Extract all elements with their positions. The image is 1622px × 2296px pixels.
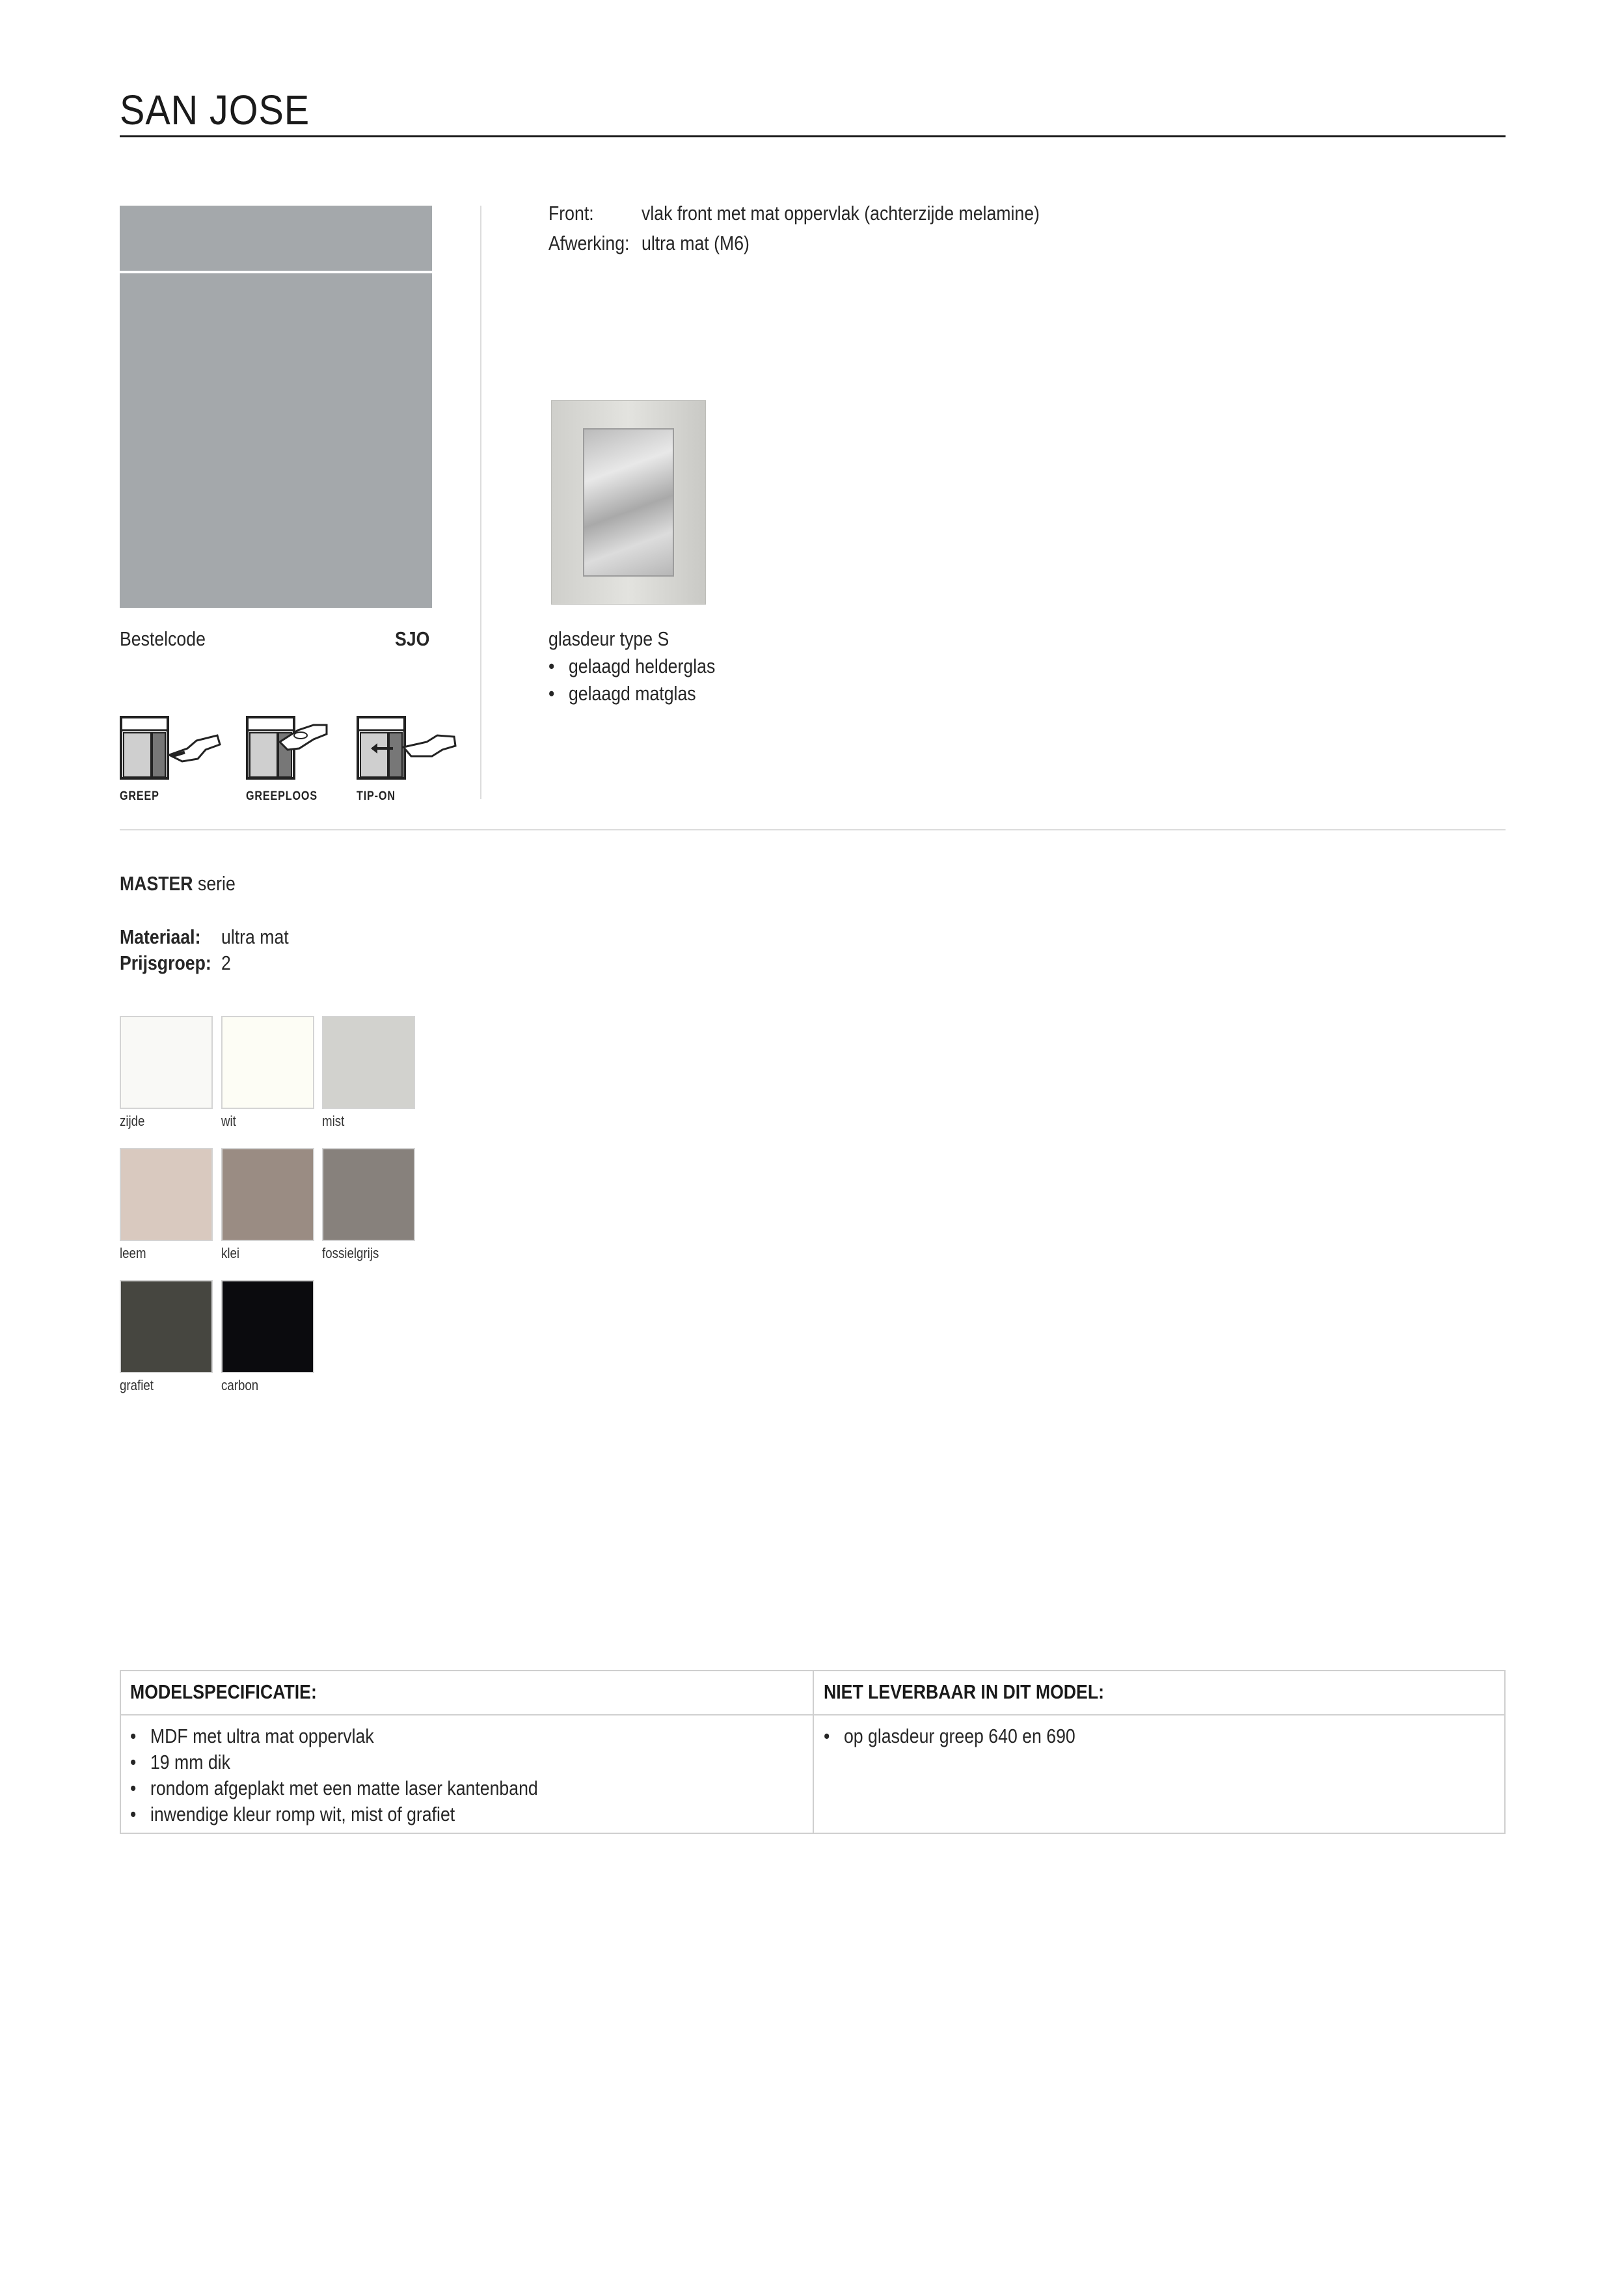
handle-option-greeploos — [246, 716, 350, 804]
color-swatch-label: fossielgrijs — [322, 1245, 379, 1261]
handle-option-label: GREEPLOOS — [246, 789, 318, 803]
color-swatch-fossielgrijs — [322, 1148, 415, 1241]
handle-grip-icon — [120, 716, 224, 781]
handle-option-tip-on — [357, 716, 461, 804]
spec-table-column-divider — [813, 1670, 814, 1834]
color-swatch-label: grafiet — [120, 1377, 154, 1393]
not-available-item-text: op glasdeur greep 640 en 690 — [843, 1725, 1075, 1747]
price-group-label: Prijsgroep: — [120, 951, 211, 974]
bullet: • — [130, 1725, 137, 1747]
spec-list-item-text: rondom afgeplakt met een matte laser kantenband — [150, 1777, 538, 1799]
tip-on-icon — [357, 716, 461, 781]
bullet: • — [130, 1803, 137, 1825]
order-code-label: Bestelcode — [120, 627, 206, 650]
color-swatch-label: leem — [120, 1245, 146, 1261]
title-divider — [120, 135, 1506, 137]
color-swatch-grafiet — [120, 1280, 213, 1373]
page-title: SAN JOSE — [120, 87, 310, 133]
spec-list-item-text: inwendige kleur romp wit, mist of grafiet — [150, 1803, 455, 1825]
spec-list-item — [130, 1751, 230, 1774]
series-suffix: serie — [197, 872, 236, 895]
front-sample-drawer — [120, 206, 432, 271]
glass-door-option-text: gelaagd helderglas — [568, 655, 716, 677]
material-label: Materiaal: — [120, 925, 201, 948]
color-swatch-label: carbon — [221, 1377, 259, 1393]
handle-option-greep — [120, 716, 224, 804]
color-swatch-label: mist — [322, 1113, 345, 1129]
bullet: • — [130, 1777, 137, 1799]
glass-door-option — [548, 682, 696, 705]
front-value: vlak front met mat oppervlak (achterzijde melamine) — [642, 202, 1040, 225]
front-label: Front: — [548, 202, 594, 225]
color-swatch-mist — [322, 1016, 415, 1109]
series-heading — [120, 872, 236, 895]
bullet: • — [824, 1725, 830, 1747]
color-swatch-label: wit — [221, 1113, 236, 1129]
glass-door-option-text: gelaagd matglas — [568, 682, 696, 705]
series-name: MASTER — [120, 872, 193, 895]
handleless-icon — [246, 716, 350, 781]
price-group-value: 2 — [221, 951, 231, 974]
finish-label: Afwerking: — [548, 232, 630, 254]
color-swatch-label: klei — [221, 1245, 240, 1261]
glass-door-image — [552, 401, 705, 604]
color-swatch-wit — [221, 1016, 314, 1109]
bullet: • — [130, 1751, 137, 1773]
spec-table-right-header: NIET LEVERBAAR IN DIT MODEL: — [824, 1680, 1105, 1703]
bullet: • — [548, 682, 555, 705]
color-swatch-klei — [221, 1148, 314, 1241]
spec-list-item-text: 19 mm dik — [150, 1751, 230, 1773]
front-sample-door — [120, 273, 432, 608]
material-value: ultra mat — [221, 925, 289, 948]
section-divider — [120, 829, 1506, 830]
handle-option-label: TIP-ON — [357, 789, 396, 803]
column-divider — [480, 206, 481, 799]
bullet: • — [548, 655, 555, 677]
spec-list-item — [130, 1725, 374, 1748]
color-swatch-leem — [120, 1148, 213, 1241]
order-code-value: SJO — [395, 627, 430, 650]
spec-list-item — [130, 1803, 455, 1826]
spec-list-item-text: MDF met ultra mat oppervlak — [150, 1725, 374, 1747]
glass-door-title: glasdeur type S — [548, 627, 669, 650]
not-available-list-item — [824, 1725, 1075, 1748]
finish-value: ultra mat (M6) — [642, 232, 750, 254]
color-swatch-zijde — [120, 1016, 213, 1109]
glass-pane — [583, 428, 674, 577]
spec-list-item — [130, 1777, 538, 1800]
glass-door-option — [548, 655, 716, 678]
handle-option-label: GREEP — [120, 789, 159, 803]
color-swatch-carbon — [221, 1280, 314, 1373]
color-swatch-label: zijde — [120, 1113, 145, 1129]
spec-table-left-header: MODELSPECIFICATIE: — [130, 1680, 317, 1703]
